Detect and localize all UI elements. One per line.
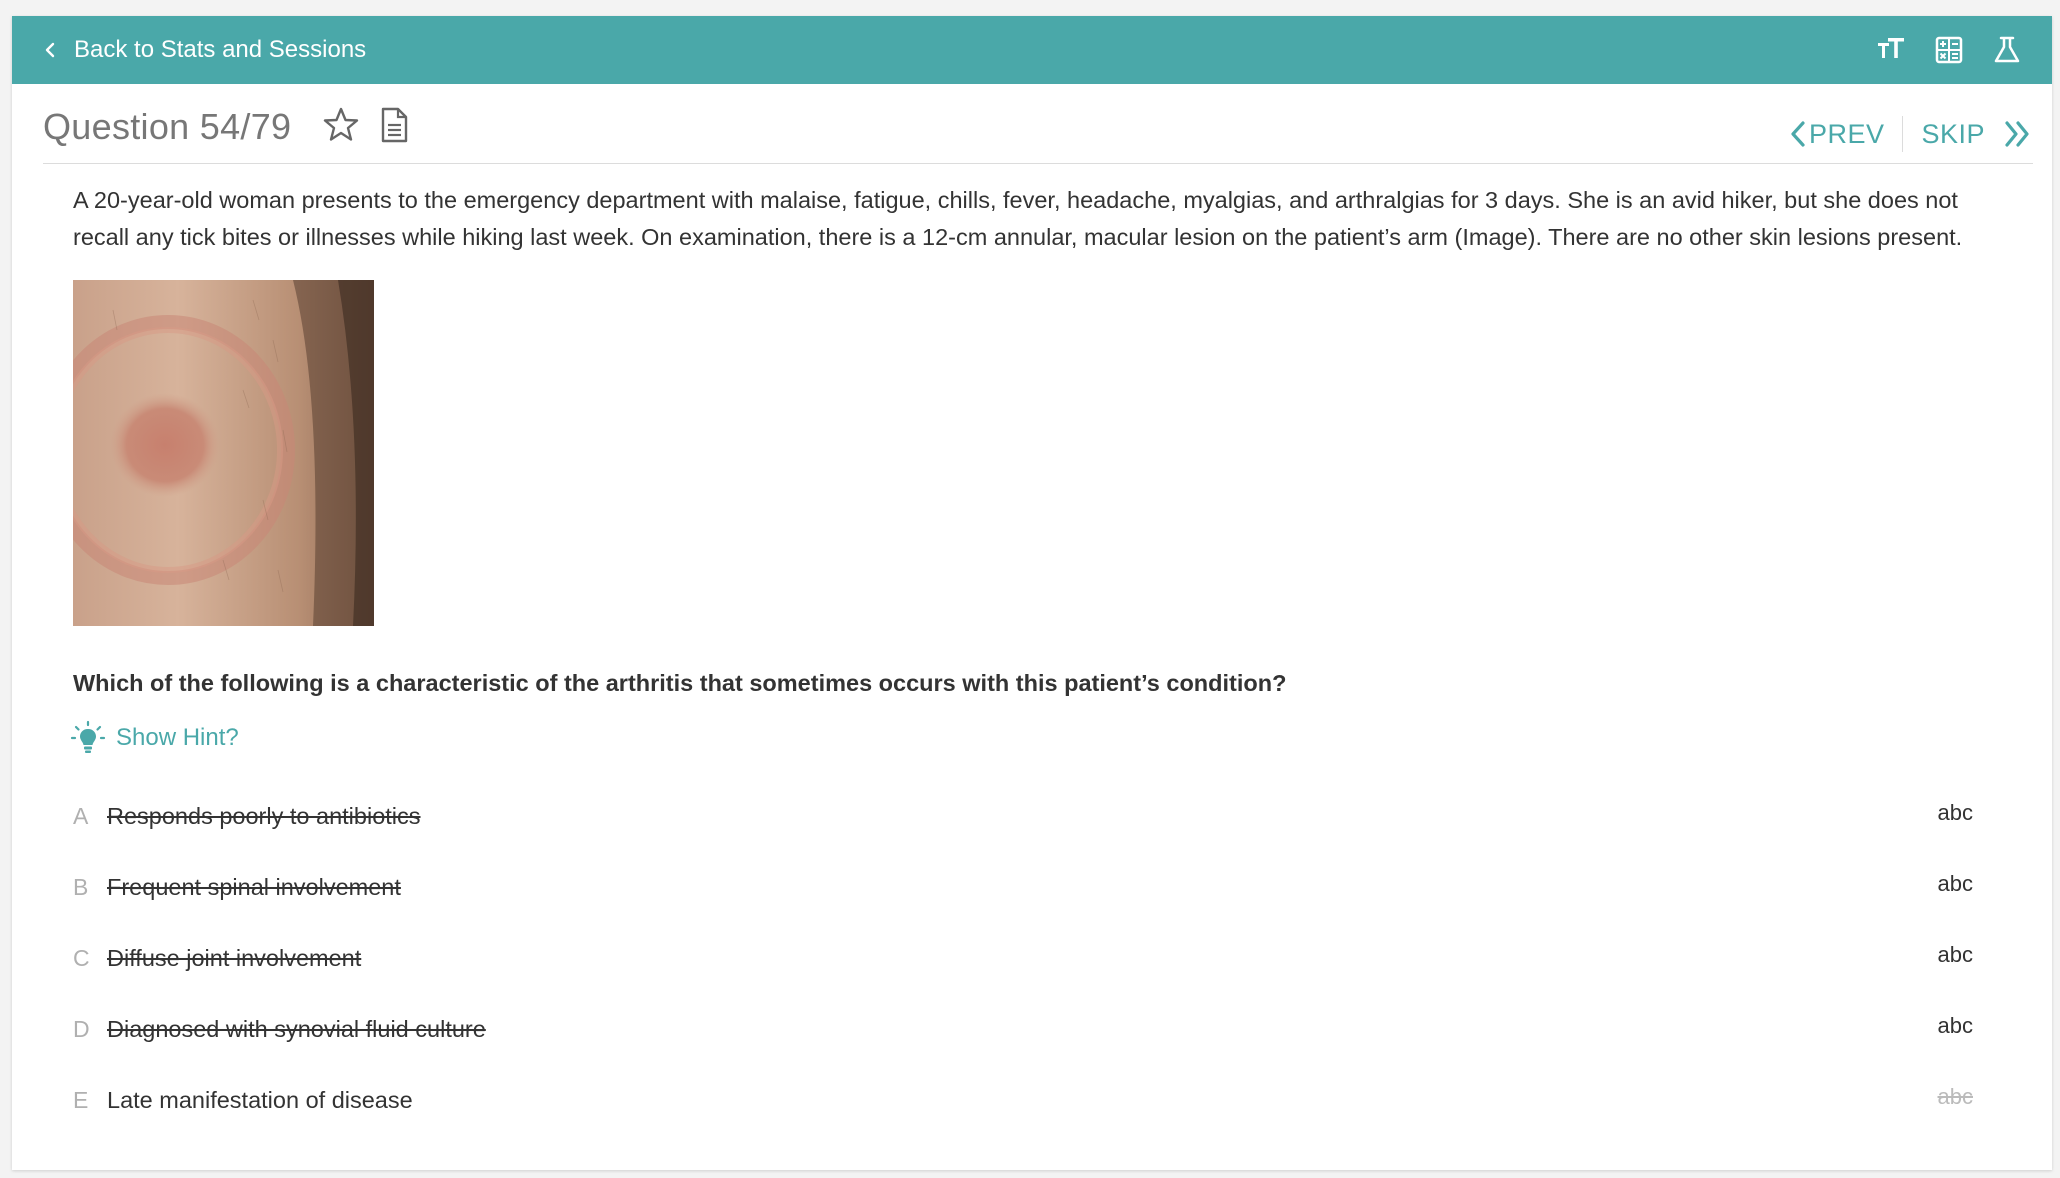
show-hint-label: Show Hint? <box>116 724 239 751</box>
prev-label: PREV <box>1808 118 1885 149</box>
choice-text: Frequent spinal involvement <box>107 873 401 900</box>
lightbulb-icon <box>70 720 106 756</box>
choice-letter: D <box>73 1015 90 1042</box>
chevron-left-icon <box>1787 119 1809 149</box>
answer-choice-a[interactable] <box>73 794 1993 838</box>
choice-text: Diagnosed with synovial fluid culture <box>107 1015 486 1042</box>
chevron-left-icon <box>40 40 60 60</box>
choice-text: Diffuse joint involvement <box>107 944 362 971</box>
skip-button[interactable] <box>1921 119 2033 150</box>
strikethrough-toggle[interactable]: abc <box>1937 871 1973 896</box>
strikethrough-toggle[interactable]: abc <box>1937 800 1973 825</box>
toolbar-icons <box>1850 16 2024 84</box>
back-to-stats-link[interactable] <box>40 16 366 84</box>
choice-text: Responds poorly to antibiotics <box>107 802 421 829</box>
strikethrough-toggle[interactable]: abc <box>1937 1084 1973 1109</box>
strikethrough-toggle[interactable]: abc <box>1937 1013 1973 1038</box>
question-card <box>12 16 2052 1170</box>
nav-divider <box>1902 116 1903 152</box>
choice-letter: C <box>73 944 90 971</box>
question-header <box>43 84 2033 164</box>
star-icon[interactable] <box>322 106 360 144</box>
answer-choice-e[interactable] <box>73 1078 1993 1122</box>
back-link-label: Back to Stats and Sessions <box>74 36 367 63</box>
choice-letter: E <box>73 1086 89 1113</box>
double-chevron-right-icon <box>2003 119 2033 149</box>
top-bar <box>12 16 2052 84</box>
question-number-title: Question 54/79 <box>43 106 292 147</box>
strikethrough-toggle[interactable]: abc <box>1937 942 1973 967</box>
answer-choice-b[interactable] <box>73 865 1993 909</box>
prev-button[interactable] <box>1787 119 1885 150</box>
text-size-icon[interactable] <box>1874 33 1908 67</box>
choice-letter: B <box>73 873 89 900</box>
question-prompt: Which of the following is a characteristic of the arthritis that sometimes occurs with this patient’s condition? <box>73 670 1287 696</box>
skip-label: SKIP <box>1921 118 1985 149</box>
lab-values-icon[interactable] <box>1990 33 2024 67</box>
lesion-image[interactable] <box>73 280 374 626</box>
choice-text: Late manifestation of disease <box>107 1086 413 1113</box>
notes-icon[interactable] <box>375 106 413 144</box>
choice-letter: A <box>73 802 89 829</box>
calculator-icon[interactable] <box>1932 33 1966 67</box>
answer-choice-d[interactable] <box>73 1007 1993 1051</box>
show-hint-button[interactable] <box>70 720 239 756</box>
answer-choice-c[interactable] <box>73 936 1993 980</box>
question-stem: A 20-year-old woman presents to the emergency department with malaise, fatigue, chills, fever, headache, myalgias, and arthralgias for 3 days. She is an avid hiker, but she does not recall any tick bites or illnesses while hiking last week. On examination, there is a 12-cm annular, macular lesion on the patient’s arm (Image). There are no other skin lesions present. <box>73 187 1963 250</box>
question-navigation <box>1787 114 2033 154</box>
